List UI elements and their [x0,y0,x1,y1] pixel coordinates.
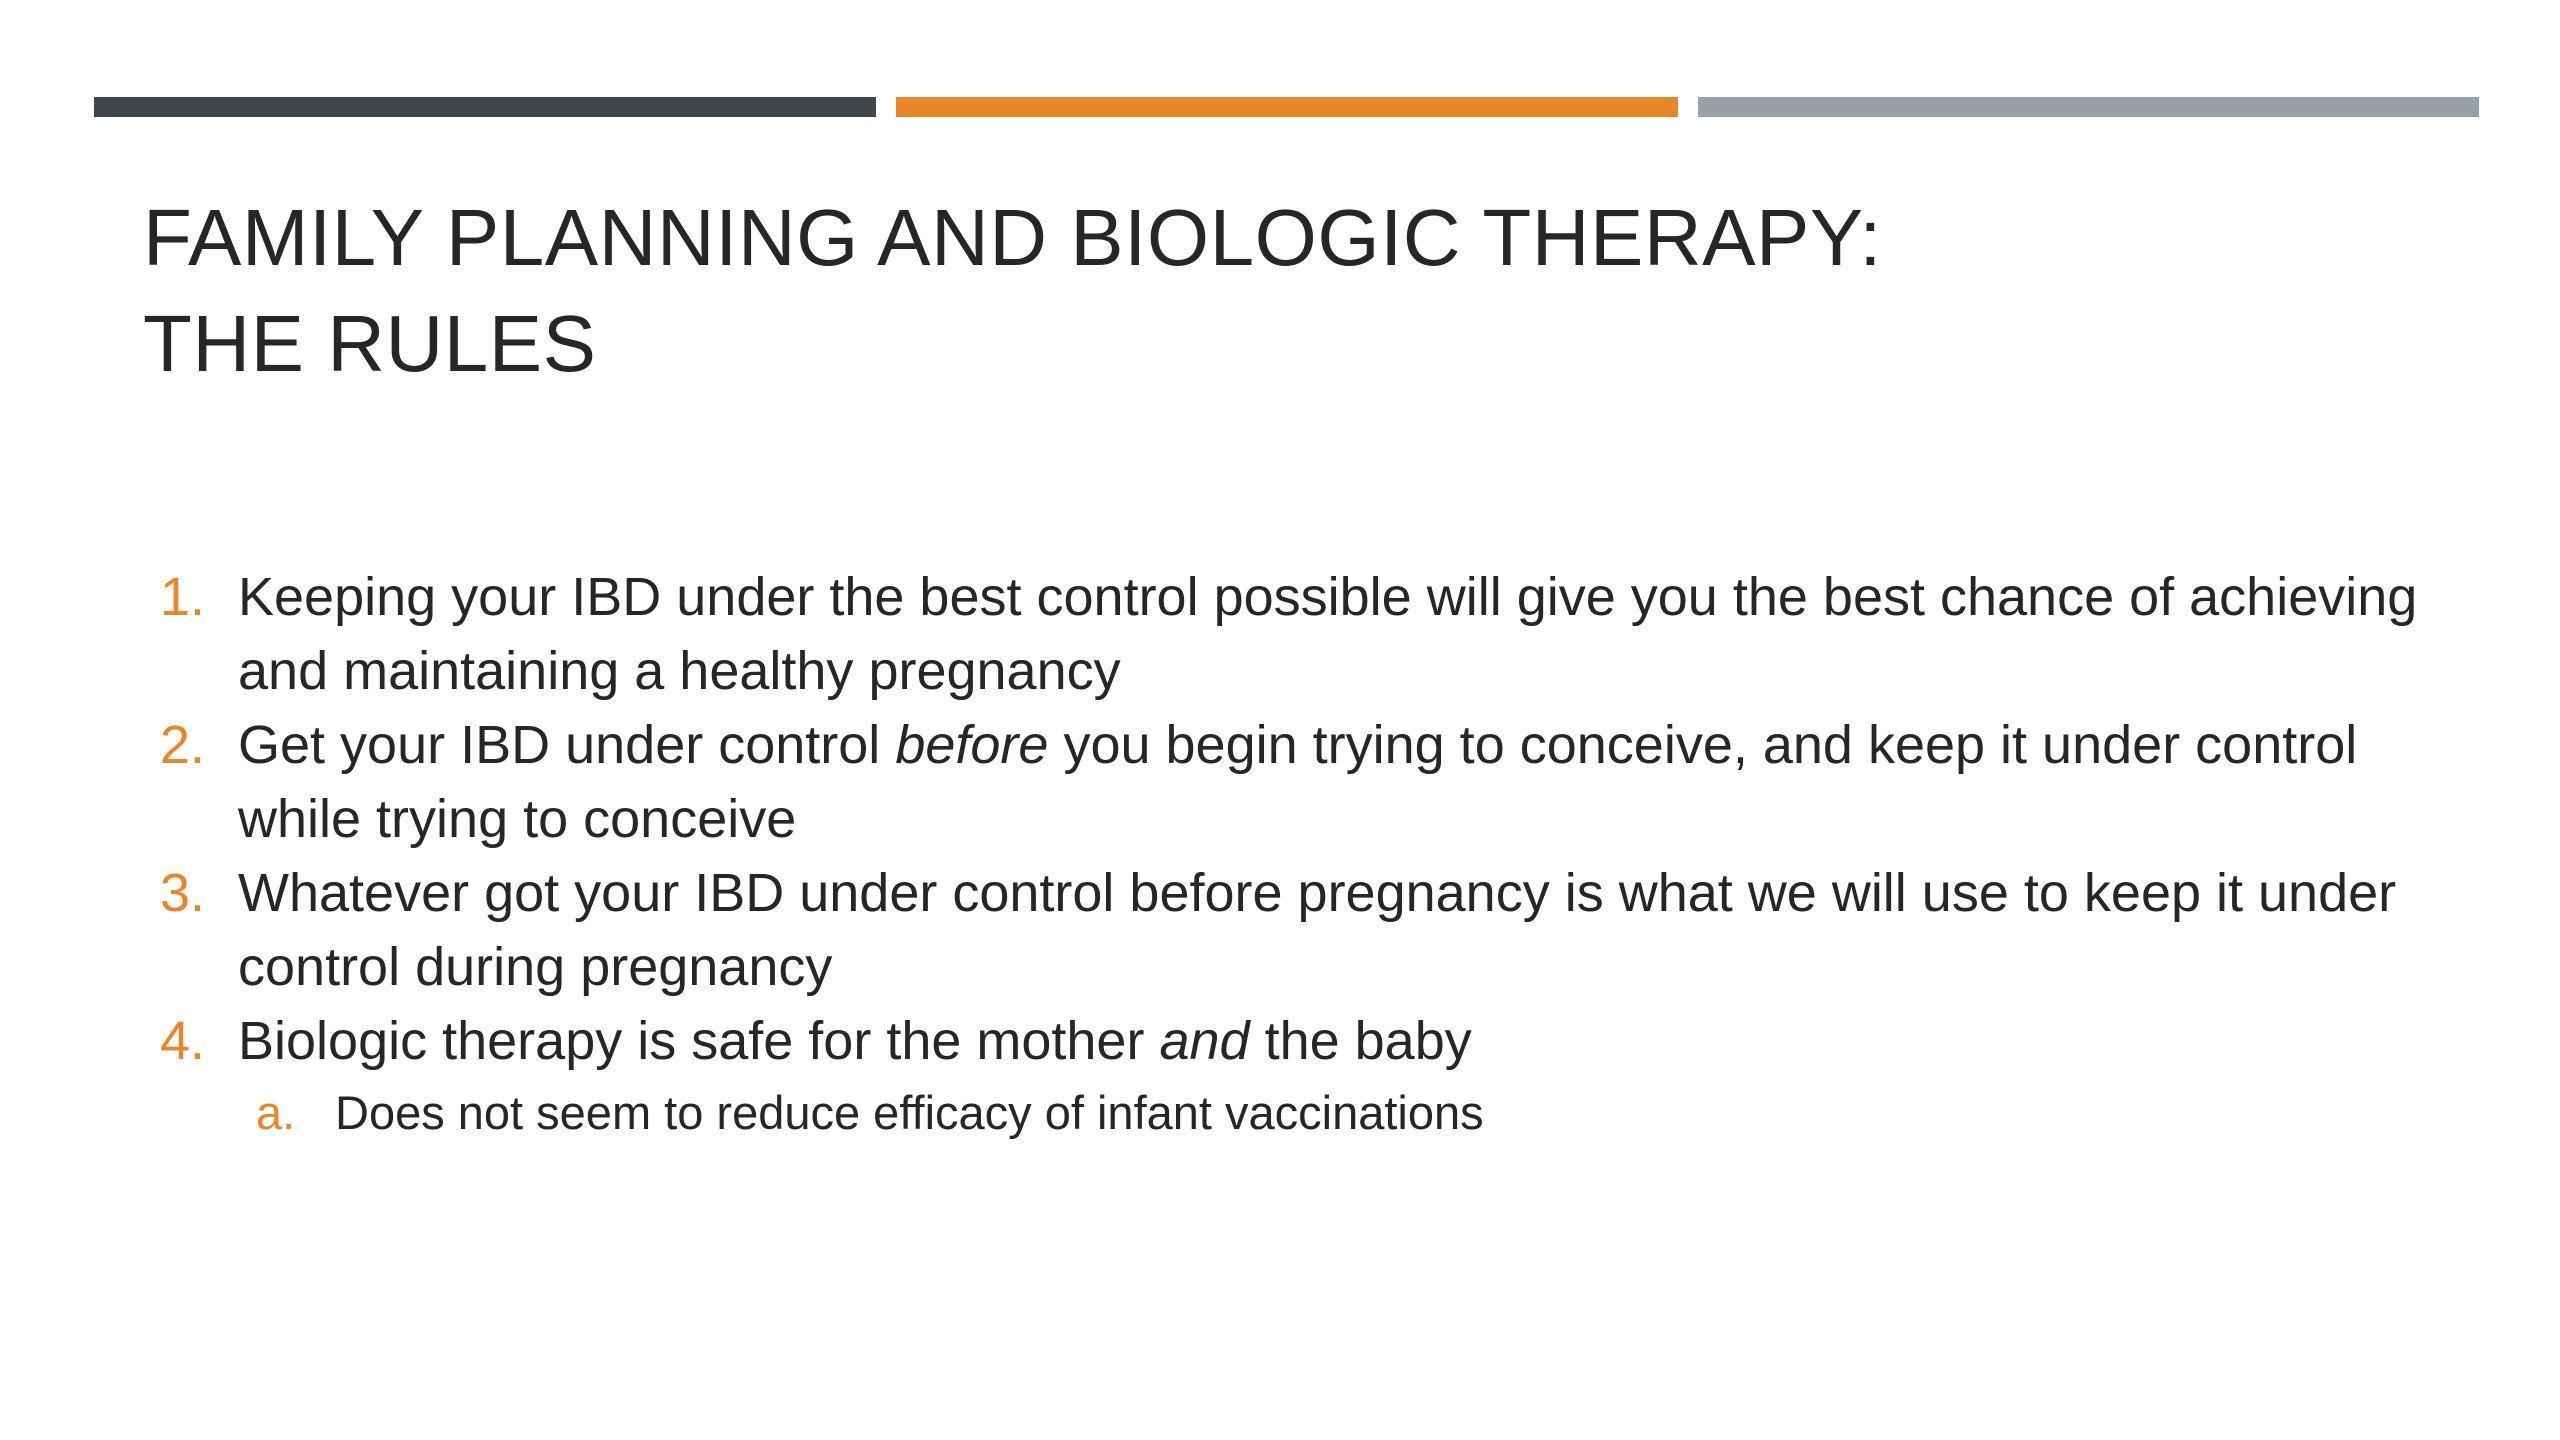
slide-title-line-1: FAMILY PLANNING AND BIOLOGIC THERAPY: [143,193,1883,282]
slide-title-line-2: THE RULES [143,299,597,388]
accent-bar-gray [1698,97,2479,117]
rules-list [160,560,2440,1148]
rule-text [238,863,2396,997]
accent-bar-dark [94,97,876,117]
rule-text-part: the baby [1249,1011,1472,1071]
rule-text-part: Biologic therapy is safe for the mother [238,1011,1160,1071]
rule-text-emphasis: before [895,715,1049,775]
slide-title [143,185,2343,397]
sub-rule-letter: a. [256,1086,296,1139]
rule-text [238,715,2357,849]
rule-text [238,567,2417,701]
rule-number: 4. [160,1011,206,1071]
accent-bars [94,97,2479,117]
rule-number: 3. [160,863,206,923]
rule-number: 1. [160,567,206,627]
accent-bar-orange [896,97,1678,117]
rule-item-3 [160,856,2440,1004]
rule-item-2 [160,708,2440,856]
rule-item-1 [160,560,2440,708]
rule-text-part: Keeping your IBD under the best control possible will give you the best chance of achieving and maintaining a healthy pregnancy [238,567,2418,701]
rule-number: 2. [160,715,206,775]
rule-text [238,1011,1472,1071]
rule-text-part: Get your IBD under control [238,715,896,775]
rule-text-part: you begin trying to conceive, and keep it under control while trying to conceive [238,715,2358,849]
rule-text-part: Whatever got your IBD under control before pregnancy is what we will use to keep it under control during pregnancy [238,863,2397,997]
sub-rule-text: Does not seem to reduce efficacy of infant vaccinations [335,1086,1484,1139]
rule-item-4 [160,1004,2440,1148]
sub-rule-item-a [256,1078,2440,1148]
sub-rules-list [238,1078,2440,1148]
rule-text-emphasis: and [1159,1011,1250,1071]
